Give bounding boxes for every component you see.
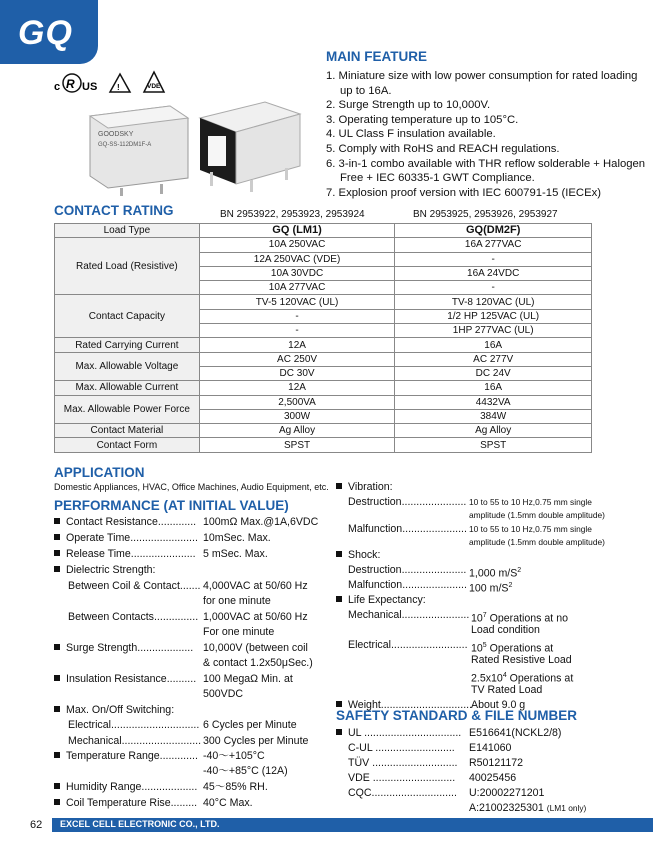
relay-brand-text: GOODSKY xyxy=(98,131,134,138)
load-type-label: Load Type xyxy=(55,224,200,238)
perf-value: 40°C Max. xyxy=(203,797,253,809)
perf-row: Weight............................... xyxy=(336,698,472,714)
series-tab xyxy=(0,0,98,64)
perf-label: Electrical xyxy=(348,639,391,651)
relay-photo xyxy=(60,88,310,198)
table-row xyxy=(55,238,592,252)
perf-row: Electrical.............................. xyxy=(68,719,200,731)
contact-rating-table xyxy=(54,223,592,453)
contact-capacity-label: Contact Capacity xyxy=(55,295,200,338)
life-value: Operations at xyxy=(486,642,554,655)
table-row xyxy=(55,224,592,238)
contact-material-label: Contact Material xyxy=(55,424,200,438)
rated-carrying-label: Rated Carrying Current xyxy=(55,338,200,352)
perf-value: Rated Resistive Load xyxy=(471,654,572,666)
perf-label: Mechanical xyxy=(68,735,122,747)
table-cell: 1HP 277VAC (UL) xyxy=(395,324,592,338)
us-mark: US xyxy=(82,81,98,93)
perf-label: Operate Time xyxy=(66,532,131,544)
perf-label: TÜV xyxy=(348,757,370,769)
perf-row: Insulation Resistance.......... xyxy=(54,672,196,688)
table-cell: AC 250V xyxy=(199,352,395,366)
perf-label: Electrical xyxy=(68,719,111,731)
relay-model-text: GQ-SS-112DM1F-A xyxy=(98,142,152,148)
application-text: Domestic Appliances, HVAC, Office Machines, Audio Equipment, etc. xyxy=(54,482,329,492)
company-name: EXCEL CELL ELECTRONIC CO., LTD. xyxy=(60,819,220,829)
vde-mark: VDE xyxy=(147,83,161,90)
perf-row: Between Coil & Contact....... xyxy=(68,580,201,592)
perf-label: Humidity Range xyxy=(66,781,142,793)
contact-form-label: Contact Form xyxy=(55,438,200,452)
perf-row: Malfunction...................... xyxy=(348,523,467,535)
perf-row: Humidity Range................... xyxy=(54,780,197,796)
cul-mark: c xyxy=(54,81,61,93)
col-header: GQ (LM1) xyxy=(199,224,395,238)
table-cell: - xyxy=(199,309,395,323)
perf-row: Operate Time....................... xyxy=(54,531,198,547)
life-base: 10 xyxy=(471,642,483,655)
perf-row: Destruction...................... xyxy=(348,496,467,508)
perf-value: for one minute xyxy=(203,595,271,607)
perf-label: Surge Strength xyxy=(66,642,138,654)
page-number: 62 xyxy=(30,819,43,831)
perf-value xyxy=(469,578,512,597)
perf-value: 10 to 55 to 10 Hz,0.75 mm single xyxy=(469,497,592,507)
perf-value: amplitude (1.5mm double amplitude) xyxy=(469,510,605,520)
series-title: GQ xyxy=(18,14,73,52)
life-exp: 7 xyxy=(482,612,487,619)
perf-label: Mechanical xyxy=(348,609,402,621)
shock-exp: 2 xyxy=(517,567,522,574)
footer-bar xyxy=(52,818,653,832)
perf-row: Release Time...................... xyxy=(54,547,196,563)
perf-row: CQC............................. xyxy=(348,787,457,799)
table-cell: SPST xyxy=(199,438,395,452)
perf-label: Dielectric Strength: xyxy=(66,564,156,576)
contact-rating-title: CONTACT RATING xyxy=(54,203,174,218)
perf-row xyxy=(336,548,380,564)
perf-value: -40～+105°C xyxy=(203,750,265,762)
perf-value: 500VDC xyxy=(203,688,244,700)
max-voltage-label: Max. Allowable Voltage xyxy=(55,352,200,381)
perf-value: 4,000VAC at 50/60 Hz xyxy=(203,580,308,592)
max-power-label: Max. Allowable Power Force xyxy=(55,395,200,424)
life-exp: 5 xyxy=(482,642,487,649)
feature-item: 6. 3-in-1 combo available with THR reflow solderable + Halogen Free + IEC 60335-1 GWT Compliance. xyxy=(326,157,646,185)
table-cell: 384W xyxy=(395,409,592,423)
shock-value: 1,000 m/S xyxy=(469,567,518,580)
perf-value: 1,000VAC at 50/60 Hz xyxy=(203,611,308,623)
perf-value: 6 Cycles per Minute xyxy=(203,719,297,731)
perf-row: Contact Resistance............. xyxy=(54,515,196,531)
life-value: Operations at xyxy=(506,672,574,685)
perf-row xyxy=(54,703,174,719)
perf-row: Between Contacts............... xyxy=(68,611,199,623)
svg-text:R: R xyxy=(66,77,75,91)
table-row xyxy=(55,395,592,409)
application-title: APPLICATION xyxy=(54,465,145,480)
table-cell: 10A 277VAC xyxy=(199,281,395,295)
life-value: Operations at no xyxy=(486,612,568,625)
perf-row xyxy=(336,480,393,496)
table-cell: 12A xyxy=(199,381,395,395)
perf-row: TÜV ............................. xyxy=(348,757,458,769)
perf-label: Temperature Range xyxy=(66,750,160,762)
perf-label: Destruction xyxy=(348,496,402,508)
perf-row: Destruction...................... xyxy=(348,564,467,576)
perf-label: VDE xyxy=(348,772,370,784)
perf-value: 300 Cycles per Minute xyxy=(203,735,309,747)
perf-row: Surge Strength................... xyxy=(54,641,193,657)
perf-row: Temperature Range............. xyxy=(54,749,198,765)
table-cell: 4432VA xyxy=(395,395,592,409)
perf-label: Life Expectancy: xyxy=(348,594,426,606)
perf-value: U:20002271201 xyxy=(469,787,545,799)
perf-value: E516641(NCKL2/8) xyxy=(469,727,562,739)
cqc-value: A:21002325301 xyxy=(469,802,544,814)
table-cell: DC 24V xyxy=(395,366,592,380)
perf-value xyxy=(469,801,586,817)
life-base: 2.5x10 xyxy=(471,672,503,685)
perf-value: & contact 1.2x50μSec.) xyxy=(203,657,313,669)
perf-value: 5 mSec. Max. xyxy=(203,548,268,560)
table-cell: AC 277V xyxy=(395,352,592,366)
table-cell: 16A 24VDC xyxy=(395,266,592,280)
table-cell: 10A 30VDC xyxy=(199,266,395,280)
perf-value: 100mΩ Max.@1A,6VDC xyxy=(203,516,319,528)
main-feature-list xyxy=(326,69,646,200)
rated-load-label: Rated Load (Resistive) xyxy=(55,238,200,295)
perf-label: Weight xyxy=(348,699,381,711)
perf-row: Mechanical........................... xyxy=(68,735,202,747)
table-cell: DC 30V xyxy=(199,366,395,380)
table-row xyxy=(55,438,592,452)
perf-label: Shock: xyxy=(348,549,381,561)
perf-value: TV Rated Load xyxy=(471,684,543,696)
perf-value: E141060 xyxy=(469,742,512,754)
perf-label: CQC xyxy=(348,787,372,799)
relay-image-icon xyxy=(60,88,310,198)
table-cell: 16A xyxy=(395,381,592,395)
perf-label: Max. On/Off Switching: xyxy=(66,704,175,716)
table-row xyxy=(55,295,592,309)
safety-title: SAFETY STANDARD & FILE NUMBER xyxy=(336,708,578,723)
perf-value: 100 MegaΩ Min. at xyxy=(203,673,293,685)
perf-value: About 9.0 g xyxy=(471,699,526,711)
perf-value: -40～+85°C (12A) xyxy=(203,765,288,777)
feature-item: 7. Explosion proof version with IEC 600791-15 (IECEx) xyxy=(326,186,602,199)
bn-right: BN 2953925, 2953926, 2953927 xyxy=(413,209,558,220)
perf-label: Malfunction xyxy=(348,579,403,591)
table-cell: - xyxy=(395,281,592,295)
perf-label: Release Time xyxy=(66,548,131,560)
perf-row xyxy=(54,563,156,579)
max-current-label: Max. Allowable Current xyxy=(55,381,200,395)
perf-label: Malfunction xyxy=(348,523,403,535)
table-cell: 300W xyxy=(199,409,395,423)
feature-item: 3. Operating temperature up to 105°C. xyxy=(326,113,519,126)
feature-item: 5. Comply with RoHS and REACH regulations. xyxy=(326,142,560,155)
feature-item: 2. Surge Strength up to 10,000V. xyxy=(326,99,491,112)
table-cell: 1/2 HP 125VAC (UL) xyxy=(395,309,592,323)
perf-value: 40025456 xyxy=(469,772,517,784)
perf-label: Destruction xyxy=(348,564,402,576)
perf-row: VDE ............................ xyxy=(348,772,456,784)
perf-value: Load condition xyxy=(471,624,540,636)
feature-item: 1. Miniature size with low power consumption for rated loading up to 16A. xyxy=(326,70,638,97)
perf-value: 10 to 55 to 10 Hz,0.75 mm single xyxy=(469,524,592,534)
feature-item: 4. UL Class F insulation available. xyxy=(326,128,496,141)
perf-label: Insulation Resistance xyxy=(66,673,167,685)
col-header: GQ(DM2F) xyxy=(395,224,592,238)
table-row xyxy=(55,352,592,366)
table-cell: 12A xyxy=(199,338,395,352)
perf-row: C-UL ........................... xyxy=(348,742,455,754)
table-cell: 12A 250VAC (VDE) xyxy=(199,252,395,266)
perf-label: UL xyxy=(348,727,362,739)
table-cell: 16A xyxy=(395,338,592,352)
perf-row: Coil Temperature Rise......... xyxy=(54,796,197,812)
perf-value: 45～85% RH. xyxy=(203,781,268,793)
perf-label: C-UL xyxy=(348,742,373,754)
table-cell: 16A 277VAC xyxy=(395,238,592,252)
table-cell: TV-5 120VAC (UL) xyxy=(199,295,395,309)
performance-title: PERFORMANCE (AT INITIAL VALUE) xyxy=(54,498,289,513)
perf-label: Vibration: xyxy=(348,481,393,493)
footer xyxy=(0,818,653,832)
perf-row: Electrical.......................... xyxy=(348,639,468,651)
table-cell: - xyxy=(199,324,395,338)
table-cell: Ag Alloy xyxy=(395,424,592,438)
table-row xyxy=(55,424,592,438)
table-cell: SPST xyxy=(395,438,592,452)
perf-label: Between Coil & Contact xyxy=(68,580,180,592)
table-cell: - xyxy=(395,252,592,266)
perf-row: UL ................................. xyxy=(336,726,461,742)
table-cell: Ag Alloy xyxy=(199,424,395,438)
perf-row: Mechanical....................... xyxy=(348,609,470,621)
perf-label: Contact Resistance xyxy=(66,516,158,528)
table-row xyxy=(55,381,592,395)
perf-value: 10mSec. Max. xyxy=(203,532,271,544)
table-cell: 2,500VA xyxy=(199,395,395,409)
shock-exp: 2 xyxy=(508,582,513,589)
table-row xyxy=(55,338,592,352)
perf-value: R50121172 xyxy=(469,757,523,769)
perf-label: Between Contacts xyxy=(68,611,154,623)
table-cell: 10A 250VAC xyxy=(199,238,395,252)
perf-value: amplitude (1.5mm double amplitude) xyxy=(469,537,605,547)
life-base: 10 xyxy=(471,612,483,625)
perf-label: Coil Temperature Rise xyxy=(66,797,171,809)
bn-left: BN 2953922, 2953923, 2953924 xyxy=(220,209,365,220)
perf-value: 10,000V (between coil xyxy=(203,642,308,654)
shock-value: 100 m/S xyxy=(469,582,509,595)
perf-value: For one minute xyxy=(203,626,275,638)
svg-text:!: ! xyxy=(117,83,120,92)
perf-row: Malfunction...................... xyxy=(348,579,467,591)
main-feature-title: MAIN FEATURE xyxy=(326,49,427,64)
table-cell: TV-8 120VAC (UL) xyxy=(395,295,592,309)
life-exp: 4 xyxy=(502,672,507,679)
cqc-note: (LM1 only) xyxy=(546,803,587,813)
perf-row xyxy=(336,593,426,609)
